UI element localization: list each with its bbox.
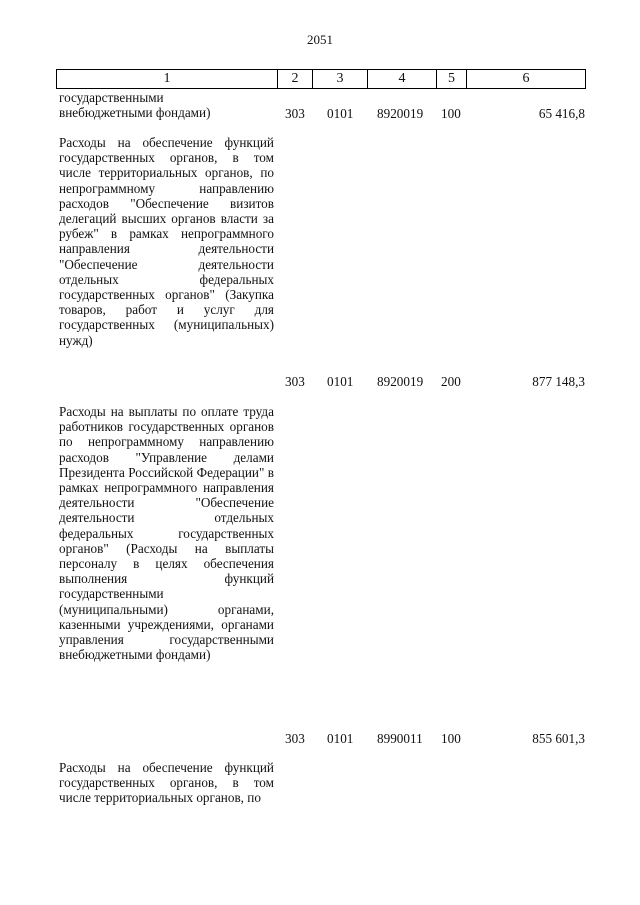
row-col-6: 877 148,3 — [532, 374, 585, 389]
row-col-4: 8920019 — [377, 106, 424, 121]
row-col-2: 303 — [285, 731, 305, 746]
header-col-2: 2 — [291, 71, 299, 86]
table-row — [0, 106, 640, 122]
header-col-5: 5 — [448, 71, 455, 86]
row-description: Расходы на выплаты по оплате труда работников государственных органов по непрограммному направлению расходов "Управление делами Президента Российской Федерации" в рамках непрограммного направления деятельности "Обеспечение деятельности отдельных федеральных государственных органов" (Расходы на выплаты персоналу в целях обеспечения выполнения функций государственными (муниципальными) органами, казенными учреждениями, органами управления государственными внебюджетными фондами) — [59, 404, 274, 663]
row-col-3: 0101 — [327, 731, 354, 746]
header-col-3: 3 — [336, 71, 344, 86]
row-description: государственными внебюджетными фондами) — [59, 90, 211, 121]
row-col-5: 200 — [441, 374, 461, 389]
page-number: 2051 — [307, 32, 333, 47]
row-col-4: 8920019 — [377, 374, 424, 389]
table-row — [0, 374, 640, 390]
row-col-6: 855 601,3 — [532, 731, 585, 746]
row-col-5: 100 — [441, 106, 461, 121]
header-col-1: 1 — [163, 71, 171, 86]
header-col-6: 6 — [522, 71, 530, 86]
row-col-5: 100 — [441, 731, 461, 746]
row-col-6: 65 416,8 — [538, 106, 585, 121]
row-description: Расходы на обеспечение функций государственных органов, в том числе территориальных органов, по — [59, 760, 274, 806]
row-col-2: 303 — [285, 106, 305, 121]
row-col-2: 303 — [285, 374, 305, 389]
row-col-4: 8990011 — [377, 731, 423, 746]
row-description: Расходы на обеспечение функций государственных органов, в том числе территориальных органов, по непрограммному направлению расходов "Обеспечение визитов делегаций высших органов власти за рубеж" в рамках непрограммного направления деятельности "Обеспечение деятельности отдельных федеральных государственных органов" (Закупка товаров, работ и услуг для государственных (муниципальных) нужд) — [59, 135, 274, 348]
row-col-3: 0101 — [327, 106, 354, 121]
table-header — [56, 69, 586, 89]
header-col-4: 4 — [398, 71, 406, 86]
table-row — [0, 731, 640, 747]
row-col-3: 0101 — [327, 374, 354, 389]
